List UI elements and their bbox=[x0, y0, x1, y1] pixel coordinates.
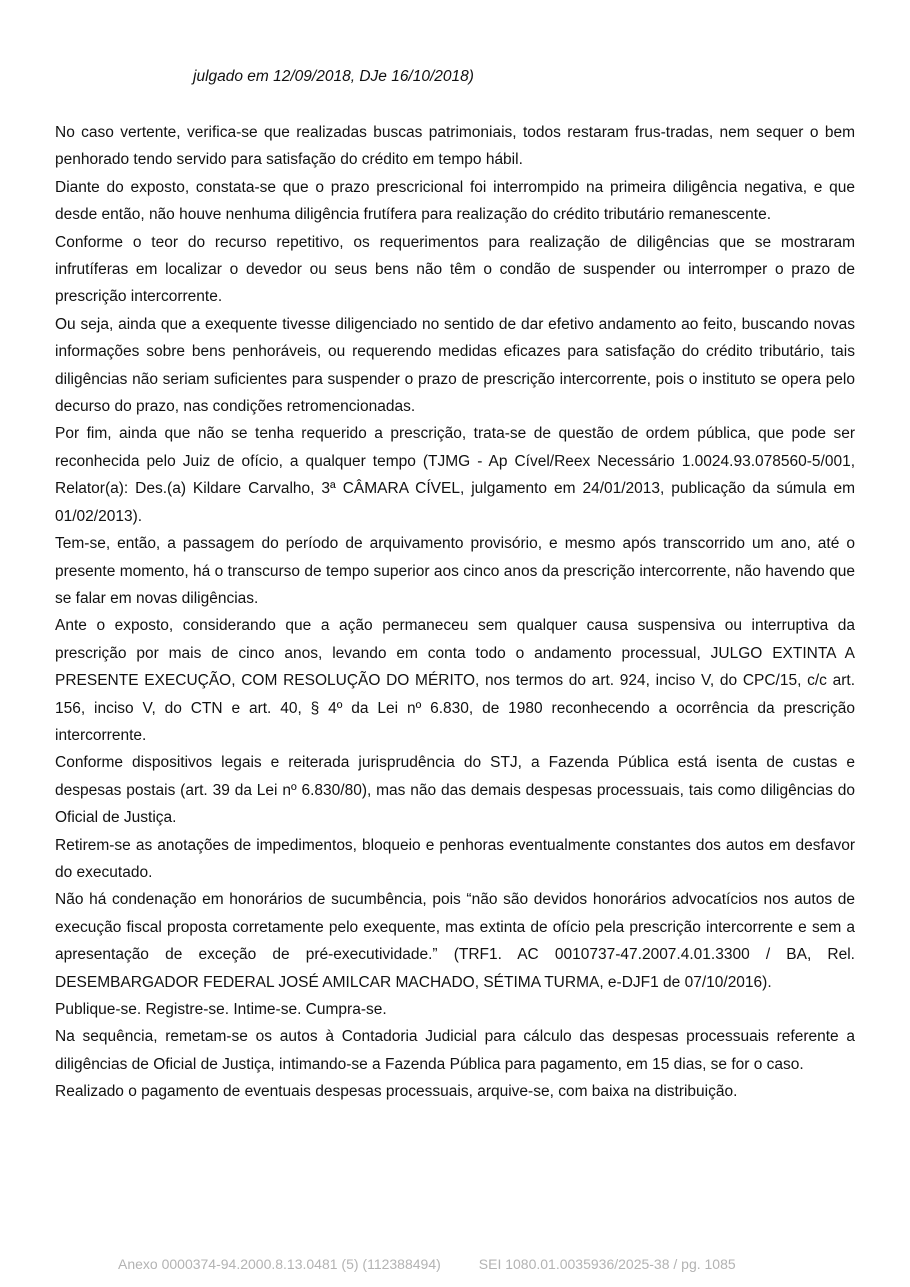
footer-annex-reference: Anexo 0000374-94.2000.8.13.0481 (5) (112388494) bbox=[118, 1256, 441, 1272]
paragraph: Conforme dispositivos legais e reiterada jurisprudência do STJ, a Fazenda Pública está isenta de custas e despesas postais (art. 39 da Lei nº 6.830/80), mas não das demais despesas processuais, tais como diligências do Oficial de Justiça. bbox=[55, 754, 855, 827]
paragraph: Ante o exposto, considerando que a ação permaneceu sem qualquer causa suspensiva ou interruptiva da prescrição por mais de cinco anos, levando em conta todo o andamento processual, JULGO EXTINTA A PRESENTE EXECUÇÃO, COM RESOLUÇÃO DO MÉRITO, nos termos do art. 924, inciso V, do CPC/15, c/c art. 156, inciso V, do CTN e art. 40, § 4º da Lei nº 6.830, de 1980 reconhecendo a ocorrência da prescrição intercorrente. bbox=[55, 617, 855, 744]
footer-sei-reference: SEI 1080.01.0035936/2025-38 / pg. 1085 bbox=[478, 1256, 736, 1272]
paragraph: Por fim, ainda que não se tenha requerido a prescrição, trata-se de questão de ordem pública, que pode ser reconhecida pelo Juiz de ofício, a qualquer tempo (TJMG - Ap Cível/Reex Necessário 1.0024.93.078560-5/001, Relator(a): Des.(a) Kildare Carvalho, 3ª CÂMARA CÍVEL, julgamento em 24/01/2013, publicação da súmula em 01/02/2013). bbox=[55, 425, 855, 525]
document-body bbox=[55, 119, 855, 1106]
paragraph: Conforme o teor do recurso repetitivo, os requerimentos para realização de diligências que se mostraram infrutíferas em localizar o devedor ou seus bens não têm o condão de suspender ou interromper o prazo de prescrição intercorrente. bbox=[55, 233, 855, 306]
paragraph: Retirem-se as anotações de impedimentos, bloqueio e penhoras eventualmente constantes dos autos em desfavor do executado. bbox=[55, 836, 855, 881]
page-footer bbox=[118, 1256, 736, 1272]
paragraph: Tem-se, então, a passagem do período de arquivamento provisório, e mesmo após transcorrido um ano, até o presente momento, há o transcurso de tempo superior aos cinco anos da prescrição intercorrente, não havendo que se falar em novas diligências. bbox=[55, 535, 855, 607]
paragraph: Na sequência, remetam-se os autos à Contadoria Judicial para cálculo das despesas processuais referente a diligências de Oficial de Justiça, intimando-se a Fazenda Pública para pagamento, em 15 dias, se for o caso. bbox=[55, 1028, 855, 1073]
paragraph: No caso vertente, verifica-se que realizadas buscas patrimoniais, todos restaram frus-tradas, nem sequer o bem penhorado tendo servido para satisfação do crédito em tempo hábil. bbox=[55, 124, 855, 169]
citation-tail: julgado em 12/09/2018, DJe 16/10/2018) bbox=[193, 68, 474, 85]
paragraph: Publique-se. Registre-se. Intime-se. Cumpra-se. bbox=[55, 1001, 387, 1018]
paragraph: Não há condenação em honorários de sucumbência, pois “não são devidos honorários advocatícios nos autos de execução fiscal proposta corretamente pelo exequente, mas extinta de ofício pela prescrição intercorrente e sem a apresentação de exceção de pré-executividade.” (TRF1. AC 0010737-47.2007.4.01.3300 / BA, Rel. DESEMBARGADOR FEDERAL JOSÉ AMILCAR MACHADO, SÉTIMA TURMA, e-DJF1 de 07/10/2016). bbox=[55, 891, 855, 991]
paragraph: Realizado o pagamento de eventuais despesas processuais, arquive-se, com baixa na distribuição. bbox=[55, 1083, 738, 1101]
paragraph: Ou seja, ainda que a exequente tivesse diligenciado no sentido de dar efetivo andamento ao feito, buscando novas informações sobre bens penhoráveis, ou requerendo medidas eficazes para satisfação do crédito tributário, tais diligências não seriam suficientes para suspender o prazo de prescrição intercorrente, pois o instituto se opera pelo decurso do prazo, nas condições retromencionadas. bbox=[55, 315, 855, 416]
paragraph: Diante do exposto, constata-se que o prazo prescricional foi interrompido na primeira diligência negativa, e que desde então, não houve nenhuma diligência frutífera para realização do crédito tributário remanescente. bbox=[55, 178, 855, 224]
